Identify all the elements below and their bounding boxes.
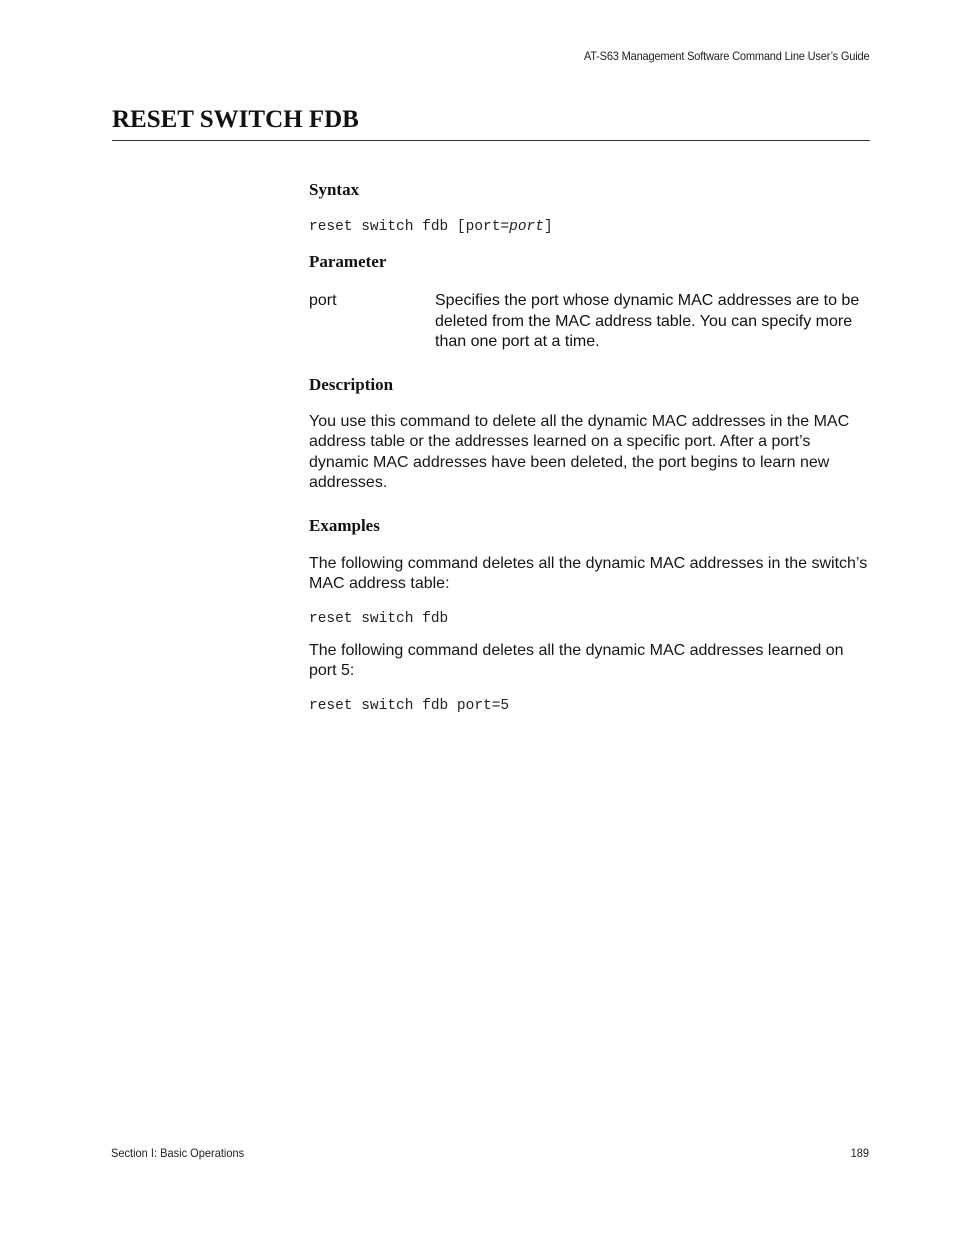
syntax-heading: Syntax — [309, 180, 360, 199]
parameter-row — [309, 291, 871, 353]
description-heading: Description — [309, 374, 394, 394]
syntax-command-prefix: reset switch fdb [port= — [309, 219, 510, 235]
description-text: You use this command to delete all the dynamic MAC addresses in the MAC address table or the addresses learned on a specific port. After a port’s dynamic MAC addresses have been deleted, the port begins to learn new addresses. — [309, 412, 850, 491]
example-1-text: The following command deletes all the dynamic MAC addresses in the switch’s MAC address table: — [309, 554, 868, 592]
parameter-name: port — [309, 292, 337, 309]
syntax-command — [309, 219, 871, 235]
running-header: AT-S63 Management Software Command Line User’s Guide — [583, 49, 869, 63]
syntax-command-suffix: ] — [543, 219, 553, 235]
footer-section: Section I: Basic Operations — [111, 1146, 245, 1160]
examples-heading: Examples — [309, 515, 380, 535]
content-body — [309, 180, 871, 714]
syntax-command-variable: port — [509, 219, 544, 235]
example-2-command: reset switch fdb port=5 — [309, 697, 510, 714]
parameter-heading: Parameter — [309, 252, 387, 271]
parameter-description: Specifies the port whose dynamic MAC addresses are to be deleted from the MAC address table. You can specify more than one port at a time. — [435, 292, 860, 350]
example-2-text: The following command deletes all the dynamic MAC addresses learned on port 5: — [309, 641, 844, 679]
title-rule — [112, 140, 870, 141]
page-title: RESET SWITCH FDB — [112, 106, 359, 133]
example-1-command: reset switch fdb — [309, 610, 449, 627]
footer-page-number: 189 — [850, 1146, 869, 1160]
